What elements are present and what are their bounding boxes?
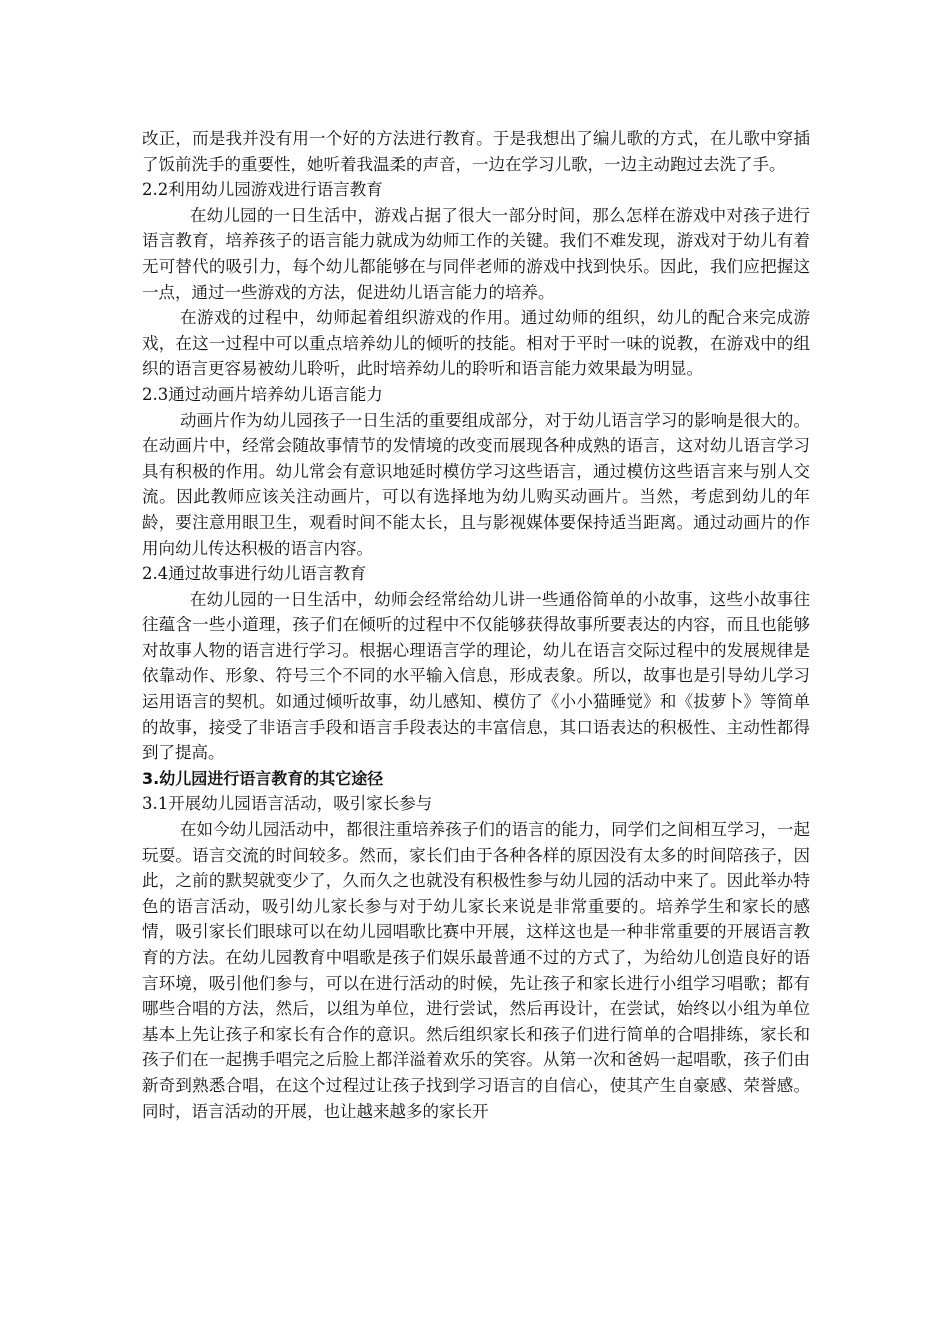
paragraph: 在游戏的过程中，幼师起着组织游戏的作用。通过幼师的组织，幼儿的配合来完成游戏，在这一过程中可以重点培养幼儿的倾听的技能。相对于平时一味的说教，在游戏中的组织的语言更容易被幼儿聆听，此时培养幼儿的聆听和语言能力效果最为明显。 (142, 308, 810, 379)
section-heading-3: 3.幼儿园进行语言教育的其它途径 (142, 768, 384, 788)
document-body (142, 126, 810, 1124)
section-heading-2-3: 2.3通过动画片培养幼儿语言能力 (142, 384, 383, 404)
paragraph: 在如今幼儿园活动中，都很注重培养孩子们的语言的能力，同学们之间相互学习，一起玩耍。语言交流的时间较多。然而，家长们由于各种各样的原因没有太多的时间陪孩子，因此，之前的默契就变少了，久而久之也就没有积极性参与幼儿园的活动中来了。因此举办特色的语言活动，吸引幼儿家长参与对于幼儿家长来说是非常重要的。培养学生和家长的感情，吸引家长们眼球可以在幼儿园唱歌比赛中开展，这样这也是一种非常重要的开展语言教育的方法。在幼儿园教育中唱歌是孩子们娱乐最普通不过的方式了，为给幼儿创造良好的语言环境，吸引他们参与，可以在进行活动的时候，先让孩子和家长进行小组学习唱歌；都有哪些合唱的方法，然后，以组为单位，进行尝试，然后再设计，在尝试，始终以小组为单位基本上先让孩子和家长有合作的意识。然后组织家长和孩子们进行简单的合唱排练，家长和孩子们在一起携手唱完之后脸上都洋溢着欢乐的笑容。从第一次和爸妈一起唱歌，孩子们由新奇到熟悉合唱，在这个过程过让孩子找到学习语言的自信心，使其产生自豪感、荣誉感。同时，语言活动的开展，也让越来越多的家长开 (142, 820, 810, 1121)
paragraph-continuation: 改正，而是我并没有用一个好的方法进行教育。于是我想出了编儿歌的方式，在儿歌中穿插了饭前洗手的重要性，她听着我温柔的声音，一边在学习儿歌，一边主动跑过去洗了手。 (142, 129, 810, 174)
paragraph: 在幼儿园的一日生活中，游戏占据了很大一部分时间，那么怎样在游戏中对孩子进行语言教育，培养孩子的语言能力就成为幼师工作的关键。我们不难发现，游戏对于幼儿有着无可替代的吸引力，每个幼儿都能够在与同伴老师的游戏中找到快乐。因此，我们应把握这一点，通过一些游戏的方法，促进幼儿语言能力的培养。 (142, 205, 810, 302)
section-heading-2-2: 2.2利用幼儿园游戏进行语言教育 (142, 180, 383, 200)
section-heading-2-4: 2.4通过故事进行幼儿语言教育 (142, 564, 367, 584)
paragraph: 在幼儿园的一日生活中，幼师会经常给幼儿讲一些通俗简单的小故事，这些小故事往往蕴含一些小道理，孩子们在倾听的过程中不仅能够获得故事所要表达的内容，而且也能够对故事人物的语言进行学习。根据心理语言学的理论，幼儿在语言交际过程中的发展规律是依靠动作、形象、符号三个不同的水平输入信息，形成表象。所以，故事也是引导幼儿学习运用语言的契机。如通过倾听故事，幼儿感知、模仿了《小小猫睡觉》和《拔萝卜》等简单的故事，接受了非语言手段和语言手段表达的丰富信息，其口语表达的积极性、主动性都得到了提高。 (142, 589, 810, 763)
section-heading-3-1: 3.1开展幼儿园语言活动，吸引家长参与 (142, 794, 433, 814)
paragraph: 动画片作为幼儿园孩子一日生活的重要组成部分，对于幼儿语言学习的影响是很大的。在动画片中，经常会随故事情节的发情境的改变而展现各种成熟的语言，这对幼儿语言学习具有积极的作用。幼儿常会有意识地延时模仿学习这些语言，通过模仿这些语言来与别人交流。因此教师应该关注动画片，可以有选择地为幼儿购买动画片。当然，考虑到幼儿的年龄，要注意用眼卫生，观看时间不能太长，且与影视媒体要保持适当距离。通过动画片的作用向幼儿传达积极的语言内容。 (142, 410, 810, 558)
